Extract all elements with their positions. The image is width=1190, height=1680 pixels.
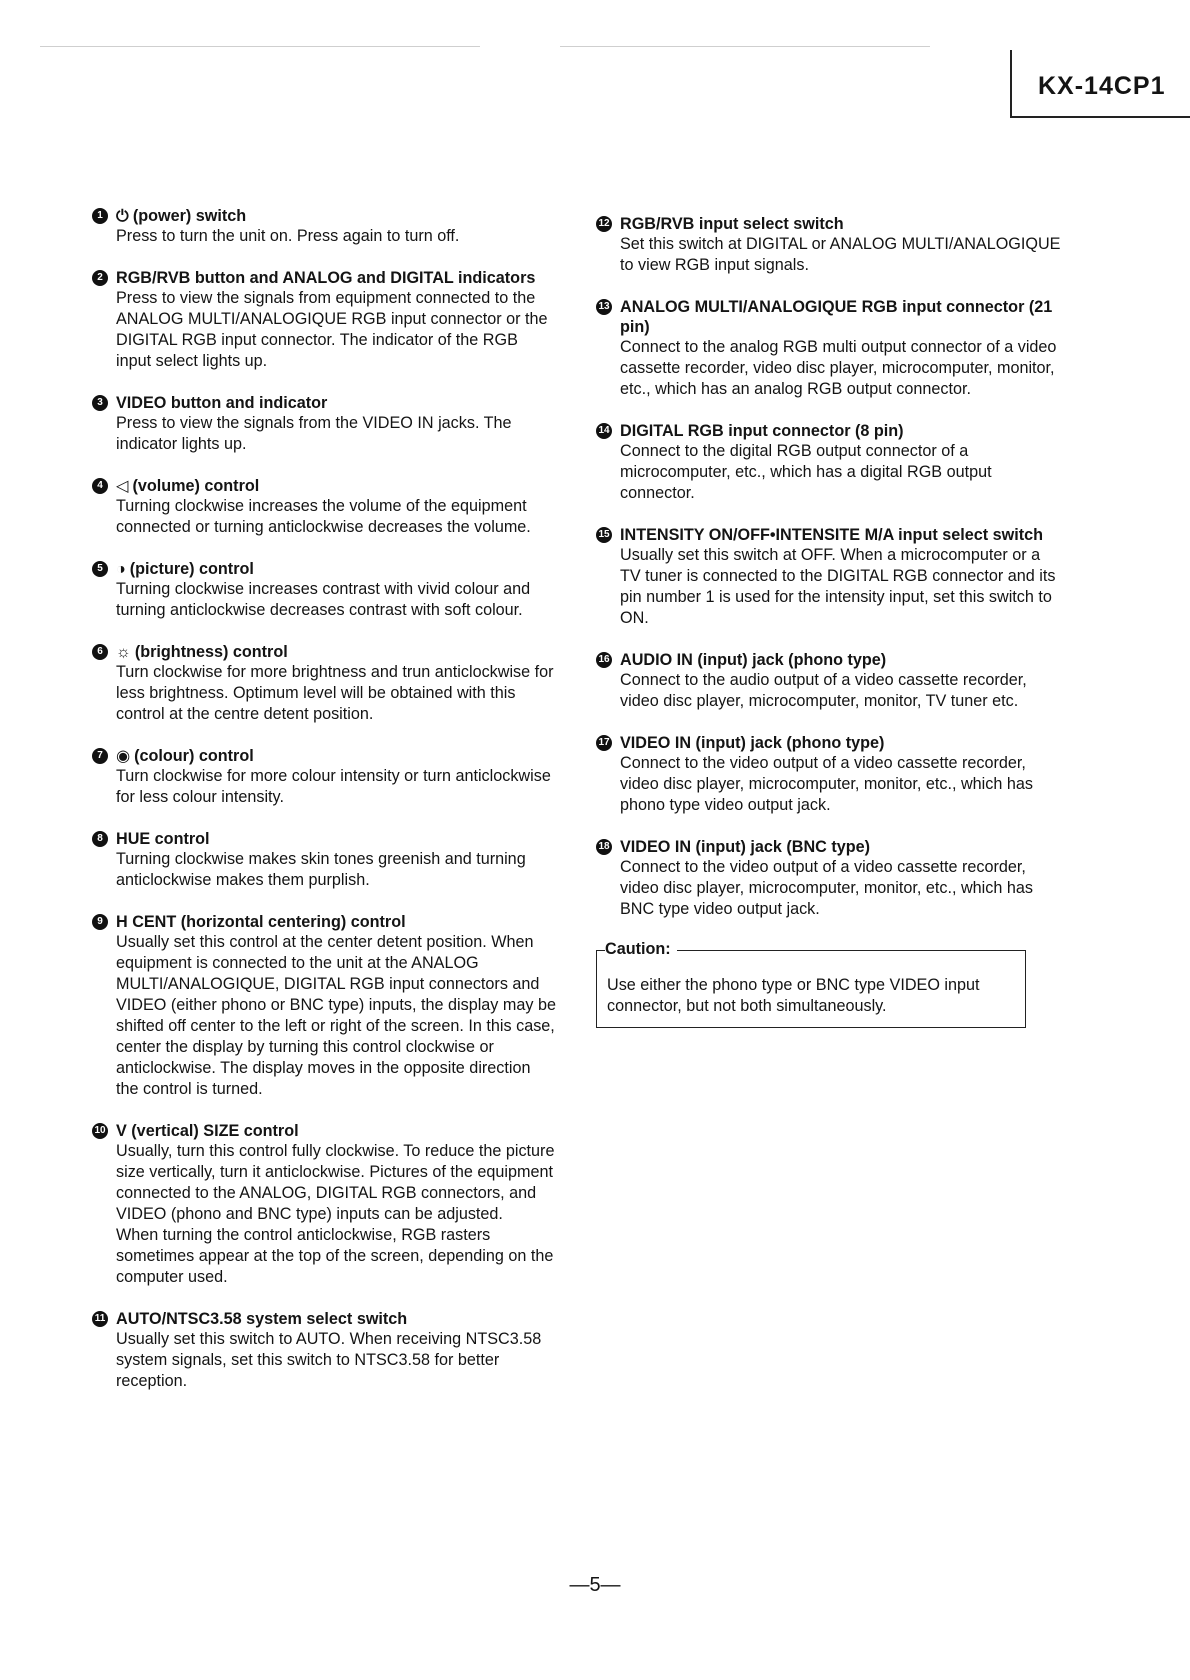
item-number-badge: 9 — [92, 914, 108, 930]
item-description: Press to view the signals from equipment connected to the ANALOG MULTI/ANALOGIQUE RGB input connector or the DIGITAL RGB input connector. The indicator of the RGB input select lights up. — [116, 289, 548, 370]
list-item — [596, 650, 1061, 712]
right-column — [596, 214, 1061, 1028]
item-heading — [596, 297, 1061, 337]
item-number-badge: 6 — [92, 644, 108, 660]
item-title: INTENSITY ON/OFF•INTENSITE M/A input select switch — [620, 526, 1043, 544]
item-number-badge: 16 — [596, 652, 612, 668]
item-title: AUDIO IN (input) jack (phono type) — [620, 651, 887, 669]
item-description: Turning clockwise increases contrast with vivid colour and turning anticlockwise decreases contrast with soft colour. — [116, 580, 531, 619]
item-number-badge: 2 — [92, 270, 108, 286]
list-item — [92, 1121, 557, 1288]
item-description: Press to turn the unit on. Press again to turn off. — [116, 227, 460, 245]
item-number-badge: 8 — [92, 831, 108, 847]
list-item — [92, 206, 557, 247]
item-number-badge: 7 — [92, 748, 108, 764]
item-title: VIDEO button and indicator — [116, 394, 328, 412]
item-heading — [92, 1121, 557, 1141]
list-item — [596, 214, 1061, 276]
item-number-badge: 14 — [596, 423, 612, 439]
item-description: Turning clockwise increases the volume of the equipment connected or turning anticlockwise decreases the volume. — [116, 497, 531, 536]
item-heading — [92, 912, 557, 932]
item-description: Turning clockwise makes skin tones greenish and turning anticlockwise makes them purplish. — [116, 850, 526, 889]
item-number-badge: 5 — [92, 561, 108, 577]
item-heading — [596, 214, 1061, 234]
item-title: (picture) control — [129, 560, 254, 578]
item-title: ANALOG MULTI/ANALOGIQUE RGB input connector (21 pin) — [620, 298, 1053, 336]
item-heading — [92, 393, 557, 413]
list-item — [92, 746, 557, 808]
item-heading — [596, 421, 1061, 441]
item-number-badge: 17 — [596, 735, 612, 751]
item-number-badge: 13 — [596, 299, 612, 315]
item-number-badge: 3 — [92, 395, 108, 411]
item-description: Connect to the video output of a video cassette recorder, video disc player, microcomputer, monitor, etc., which has phono type video output jack. — [620, 754, 1033, 814]
item-number-badge: 11 — [92, 1311, 108, 1327]
item-title: V (vertical) SIZE control — [116, 1122, 299, 1140]
item-description: Connect to the video output of a video cassette recorder, video disc player, microcomputer, monitor, etc., which has BNC type video output jack. — [620, 858, 1033, 918]
item-title: VIDEO IN (input) jack (phono type) — [620, 734, 885, 752]
caution-label: Caution: — [605, 939, 677, 960]
list-item — [92, 642, 557, 725]
item-title: (brightness) control — [134, 643, 288, 661]
item-heading — [92, 1309, 557, 1329]
item-description: Usually set this control at the center detent position. When equipment is connected to the unit at the ANALOG MULTI/ANALOGIQUE, DIGITAL RGB input connectors and VIDEO (either phono or BNC type) inputs, the display may be shifted off center to the left or right of the screen. In this case, center the display by turning this control clockwise or anticlockwise. The display moves in the opposite direction the control is turned. — [116, 933, 556, 1098]
item-number-badge: 12 — [596, 216, 612, 232]
item-heading — [92, 642, 557, 662]
scan-artifact-line — [560, 46, 930, 47]
item-heading — [92, 746, 557, 766]
scan-artifact-line — [40, 46, 480, 47]
list-item — [92, 1309, 557, 1392]
list-item — [596, 297, 1061, 400]
list-item — [596, 421, 1061, 504]
item-heading — [92, 268, 557, 288]
item-heading — [596, 837, 1061, 857]
item-heading — [596, 733, 1061, 753]
item-description: Connect to the digital RGB output connector of a microcomputer, etc., which has a digital RGB output connector. — [620, 442, 992, 502]
list-item — [92, 829, 557, 891]
list-item — [92, 559, 557, 621]
item-description: Connect to the analog RGB multi output connector of a video cassette recorder, video disc player, microcomputer, monitor, etc., which has an analog RGB output connector. — [620, 338, 1057, 398]
item-title: VIDEO IN (input) jack (BNC type) — [620, 838, 871, 856]
item-description: Usually set this switch to AUTO. When receiving NTSC3.58 system signals, set this switch to NTSC3.58 for better reception. — [116, 1330, 542, 1390]
item-title: RGB/RVB input select switch — [620, 215, 844, 233]
item-title: (colour) control — [134, 747, 254, 765]
item-number-badge: 4 — [92, 478, 108, 494]
brightness-icon: ☼ — [116, 643, 131, 661]
volume-icon: ◁ — [116, 477, 129, 495]
item-title: H CENT (horizontal centering) control — [116, 913, 406, 931]
item-title: RGB/RVB button and ANALOG and DIGITAL indicators — [116, 269, 536, 287]
item-description: Set this switch at DIGITAL or ANALOG MULTI/ANALOGIQUE to view RGB input signals. — [620, 235, 1061, 274]
caution-text: Use either the phono type or BNC type VIDEO input connector, but not both simultaneously. — [607, 976, 980, 1015]
colour-icon: ◉ — [116, 747, 131, 765]
item-heading — [92, 476, 557, 496]
item-title: HUE control — [116, 830, 210, 848]
item-heading — [92, 206, 557, 226]
item-heading — [596, 525, 1061, 545]
item-number-badge: 18 — [596, 839, 612, 855]
item-title: (power) switch — [132, 207, 247, 225]
model-number: KX-14CP1 — [1038, 72, 1166, 100]
item-description: Press to view the signals from the VIDEO IN jacks. The indicator lights up. — [116, 414, 512, 453]
item-description: Usually set this switch at OFF. When a microcomputer or a TV tuner is connected to the DIGITAL RGB connector and its pin number 1 is used for the intensity input, set this switch to ON. — [620, 546, 1056, 627]
item-heading — [92, 829, 557, 849]
item-title: (volume) control — [132, 477, 260, 495]
item-description: Usually, turn this control fully clockwise. To reduce the picture size vertically, turn it anticlockwise. Pictures of the equipment connected to the ANALOG, DIGITAL RGB connectors, and VIDEO (phono and BNC type) inputs can be adjusted. When turning the control anticlockwise, RGB rasters sometimes appear at the top of the screen, depending on the computer used. — [116, 1142, 555, 1286]
item-number-badge: 15 — [596, 527, 612, 543]
caution-box — [596, 940, 1026, 1028]
list-item — [92, 912, 557, 1100]
item-description: Turn clockwise for more colour intensity or turn anticlockwise for less colour intensity. — [116, 767, 551, 806]
list-item — [92, 393, 557, 455]
picture-contrast-icon: ◑ — [116, 560, 126, 578]
list-item — [92, 268, 557, 372]
list-item — [596, 525, 1061, 629]
item-title: DIGITAL RGB input connector (8 pin) — [620, 422, 904, 440]
model-label-box — [1010, 50, 1190, 118]
power-icon: ⏻ — [116, 207, 129, 225]
item-heading — [92, 559, 557, 579]
left-column — [92, 206, 557, 1413]
item-description: Turn clockwise for more brightness and trun anticlockwise for less brightness. Optimum level will be obtained with this control at the centre detent position. — [116, 663, 554, 723]
item-number-badge: 1 — [92, 208, 108, 224]
item-title: AUTO/NTSC3.58 system select switch — [116, 1310, 408, 1328]
item-number-badge: 10 — [92, 1123, 108, 1139]
page-number: —5— — [569, 1574, 621, 1596]
list-item — [596, 837, 1061, 920]
item-heading — [596, 650, 1061, 670]
list-item — [596, 733, 1061, 816]
list-item — [92, 476, 557, 538]
item-description: Connect to the audio output of a video cassette recorder, video disc player, microcomputer, monitor, TV tuner etc. — [620, 671, 1027, 710]
